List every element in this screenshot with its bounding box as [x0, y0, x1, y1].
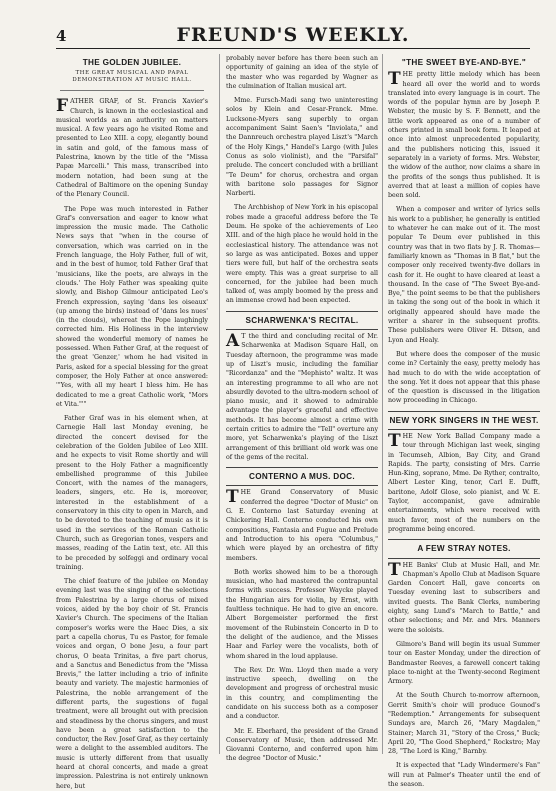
drop-cap: T [388, 69, 401, 90]
drop-cap: A [226, 331, 240, 352]
drop-cap: F [56, 96, 69, 117]
column-1 [56, 54, 208, 790]
page-number: 4 [56, 27, 67, 45]
paragraph: A T the third and concluding recital of Mr. Scharwenka at Madison Square Hall, on Tuesday afternoon, the programme was made up of Liszt's music, including the familiar "Ricordanza" and the "Mephisto" waltz. It was an interesting programme to all who are not absurdly devoted to the ultra-modern school of piano music, and it showed to admirable advantage the player's graceful and effective methods. It has become almost a crime with certain critics to admire the "Tell" overture any more, yet Scharwenka's playing of the Liszt arrangement of this brilliant old work was one of the gems of the recital. [226, 331, 378, 461]
separator [388, 411, 540, 412]
article-heading: NEW YORK SINGERS IN THE WEST. [389, 415, 539, 425]
masthead-title: FREUND'S WEEKLY. [176, 24, 410, 46]
paragraph: Both works showed him to be a thorough musician, who had mastered the contrapuntal forms with success. Professor Waycke played the Hungarian airs for violin, by Ernst, with faultless technique. He had to give an encore. Albert Borgemeister performed the first movement of the Rubinstein Concerto in D to the delight of the audience, and the Misses Haar and Farley were the vocalists, both of whom shared in the loud applause. [226, 568, 378, 660]
paragraph: THE Banks' Club at Music Hall, and Mr. Chapman's Apollo Club at Madison Square Garden Concert Hall, gave concerts on Tuesday evening last to subscribers and invited guests. The Bank Clerks, numbering eighty, sang Lund's "March to Battle," and other selections; and Mr. and Mrs. Manners were the soloists. [388, 559, 540, 634]
drop-cap: T [226, 487, 239, 508]
separator [60, 90, 204, 91]
paragraph: It is expected that "Lady Windermere's Fan" will run at Palmer's Theater until the end of the season. [388, 762, 540, 789]
paragraph: THE New York Ballad Company made a tour through Michigan last week, singing in Tecumseh, Albion, Bay City, and Grand Rapids. The party, consisting of Mrs. Carrie Hun-King, soprano, Mme. De Ryther, contralto, Albert Lester King, tenor, Carl E. Dufft, baritone, Adolf Glose, solo pianist, and W. E. Taylor, accompanist, gave admirable entertainments, which were received with much favor, most of the numbers on the programme being encored. [388, 430, 540, 533]
separator [226, 485, 378, 486]
separator [226, 311, 378, 312]
paragraph: Mme. Fursch-Madi sang two uninteresting solos by Klein and Cesar-Franck. Mme. Lucksone-Myers sang superbly to organ accompaniment Saint Saen's "Inviolata," and the Dannreuch orchestra played Liszt's "March of the Holy Kings," Handel's Largo (with Jules Conus as solo violinist), and the "Parsifal" prelude. The concert concluded with a brilliant "Te Deum" for chorus, orchestra and organ with baritone solo passages for Signor Narberti. [226, 97, 378, 198]
paragraph: At the South Church to-morrow afternoon, Gerrit Smith's choir will produce Gounod's "Redemption." Arrangements for subsequent Sundays are, March 26, "Mary Magdalen," Stainer; March 31, "Story of the Cross," Buck; April 20, "The Good Shepherd," Rockstro; May 28, "The Lord is King," Barnby. [388, 692, 540, 756]
drop-cap: T [388, 430, 401, 451]
separator [226, 467, 378, 468]
paragraph: Mr. E. Eberhard, the president of the Grand Conservatory of Music, then addressed Mr. Giovanni Conterno, and conferred upon him the degree "Doctor of Music." [226, 727, 378, 763]
paragraph: The chief feature of the jubilee on Monday evening last was the singing of the selections from Palestrina by a large chorus of mixed voices, aided by the boy choir of St. Francis Xavier's Church. The specimens of the Italian composer's works were the Haec Dies, a six part a capella chorus, Tu es Pastor, for female voices and organ, O bone Jesu, a four part chorus, O beata Trinitas, a five part chorus, and a Sanctus and Benedictus from the "Missa Brevis," the latter including a trio of infinite beauty and variety. The majestic harmonies of Palestrina, the noble arrangement of the different parts, the sugestions of fugal treatment, were all brought out with precision and steadiness by the chorus singers, and must have been a great satisfaction to the conductor, the Rev. Josef Graf, as they certainly were a delight to the assembled auditors. The music is utterly different from that usually heard at choral concerts, and made a great impression. Palestrina is not entirely unknown here, but [56, 578, 208, 790]
separator [388, 429, 540, 430]
header-rule [56, 48, 530, 49]
article-heading: "THE SWEET BYE-AND-BYE." [401, 58, 527, 67]
paragraph: FATHER GRAF, of St. Francis Xavier's Church, is known in the ecclesiastical and musical worlds as an authority on matters musical. A few years ago he visited Rome and presented to Leo XIII. a copy, elegantly bound in satin and gold, of the famous mass of Palestrina, known by the title of the "Missa Papæ Marcelli." This mass, transcribed into modern notation, had been sung at the Cathedral of Baltimore on the opening Sunday of the Plenary Council. [56, 96, 208, 199]
article-heading: A FEW STRAY NOTES. [417, 544, 511, 554]
drop-cap: T [388, 559, 401, 580]
column-3 [388, 54, 540, 789]
separator [388, 558, 540, 559]
column-2 [226, 54, 378, 763]
article-heading: THE GOLDEN JUBILEE. [82, 58, 182, 67]
paragraph: The Pope was much interested in Father Graf's conversation and eager to know what impression the music made. The Catholic News says that "when in the course of conversation, which was carried on in the French language, the Holy Father, full of wit, and in the best of humor, told Father Graf that 'musicians, like the poets, are always in the clouds.' The Holy Father was speaking quite slowly, and Bishop Gilmour anticipated Leo's French expression, saying 'dans les oiseaux' (up among the birds) instead of 'dans les nues' (in the clouds), whereat the Pope laughingly corrected him. His Holiness in the interview showed the wonderful memory of names he possessed. When Father Graf, at the request of the great 'Genzer,' whom he had visited in Paris, asked for a special blessing for the great composer, the Holy Father at once answered: '"Yes, with all my heart I bless him. He has dedicated to me a great Catholic work, "Mors et Vita."'" [56, 205, 208, 408]
article-subheading: THE GREAT MUSICAL AND PAPAL DEMONSTRATION AT MUSIC HALL. [72, 70, 192, 84]
paragraph: When a composer and writer of lyrics sells his work to a publisher, he generally is entitled to whatever he can make out of it. The most popular Te Deum ever published in this country was that in two flats by J. R. Thomas—familiarly known as "Thomas in B flat," but the composer only received twenty-five dollars in cash for it. He ought to have cleared at least a thousand. In the case of "The Sweet Bye-and-Bye," the point seems to be that the publishers in taking the song out of the book in which it originally appeared should have made the writer a sharer in the subsequent profits. These publishers were Oliver H. Ditson, and Lyon and Healy. [388, 206, 540, 344]
separator [226, 329, 378, 330]
page-header [56, 24, 530, 49]
paragraph: probably never before has there been such an opportunity of gaining an idea of the style of the master who was regarded by Wagner as the culmination of Italian musical art. [226, 55, 378, 90]
paragraph: THE Grand Conservatory of Music conferred the degree "Doctor of Music" on G. E. Conterno last Saturday evening at Chickering Hall. Conterno conducted his own compositions, Fantasia and Fugue and Prelude and Introduction to his opera "Columbus," which were played by an orchestra of fifty members. [226, 487, 378, 562]
paragraph: But where does the composer of the music come in? Certainly the easy, pretty melody has had much to do with the wide acceptation of the song. Yet it does not appear that this phase of the question is discussed in the litigation now proceeding in Chicago. [388, 350, 540, 405]
paragraph: The Archbishop of New York in his episcopal robes made a graceful address before the Te Deum. He spoke of the achievements of Leo XIII. and of the high place he would hold in the ecclesiastical history. The attendance was not so large as was anticipated. Boxes and upper tiers were full, but half of the orchestra seats were empty. This was a great surprise to all concerned, for the jubilee had been much talked of, was amply boomed by the press and an immense crowd had been expected. [226, 204, 378, 305]
paragraph: Gilmore's Band will begin its usual Summer tour on Easter Monday, under the direction of Bandmaster Reeves, a farewell concert taking place to-night at the Twenty-second Regiment Armory. [388, 640, 540, 686]
article-heading: SCHARWENKA'S RECITAL. [245, 315, 359, 325]
column-divider [219, 54, 220, 754]
column-divider [382, 54, 383, 754]
paragraph: THE pretty little melody which has been heard all over the world and to words translated into every language is in court. The words of the popular hymn are by Joseph P. Webster, the music by S. F. Bennett, and the little work appeared as one of a number of others printed in small book form. It leaped at once into almost unprecedented popularity, and the publishers noticing this, issued it separately in a variety of forms. Mrs. Webster, the widow of the author, now claims a share in the profits of the songs thus published. It is averred that at least a million of copies have been sold. [388, 69, 540, 200]
article-heading: CONTERNO A MUS. DOC. [249, 472, 355, 482]
paragraph: The Rev. Dr. Wm. Lloyd then made a very instructive speech, dwelling on the development and progress of orchestral music in this country, and complimenting the candidate on his success both as a composer and a conductor. [226, 666, 378, 721]
paragraph: Father Graf was in his element when, at Carnegie Hall last Monday evening, he directed the concert devised for the celebration of the Golden Jubilee of Leo XIII. and he expects to visit Rome shortly and will present to the Holy Father a magnificently embellished programme of this Jubilee Concert, with the names of the managers, leaders, singers, etc. He is, moreover, interested in the establishment of a conservatory in this city to open in March, and to be devoted to the teaching of music as it is used in the services of the Roman Catholic Church, such as Gregorian tones, vespers and masses, reading of the Latin text, etc. All this to be preceded by solfeggi and ordinary vocal training. [56, 415, 208, 571]
separator [388, 539, 540, 540]
